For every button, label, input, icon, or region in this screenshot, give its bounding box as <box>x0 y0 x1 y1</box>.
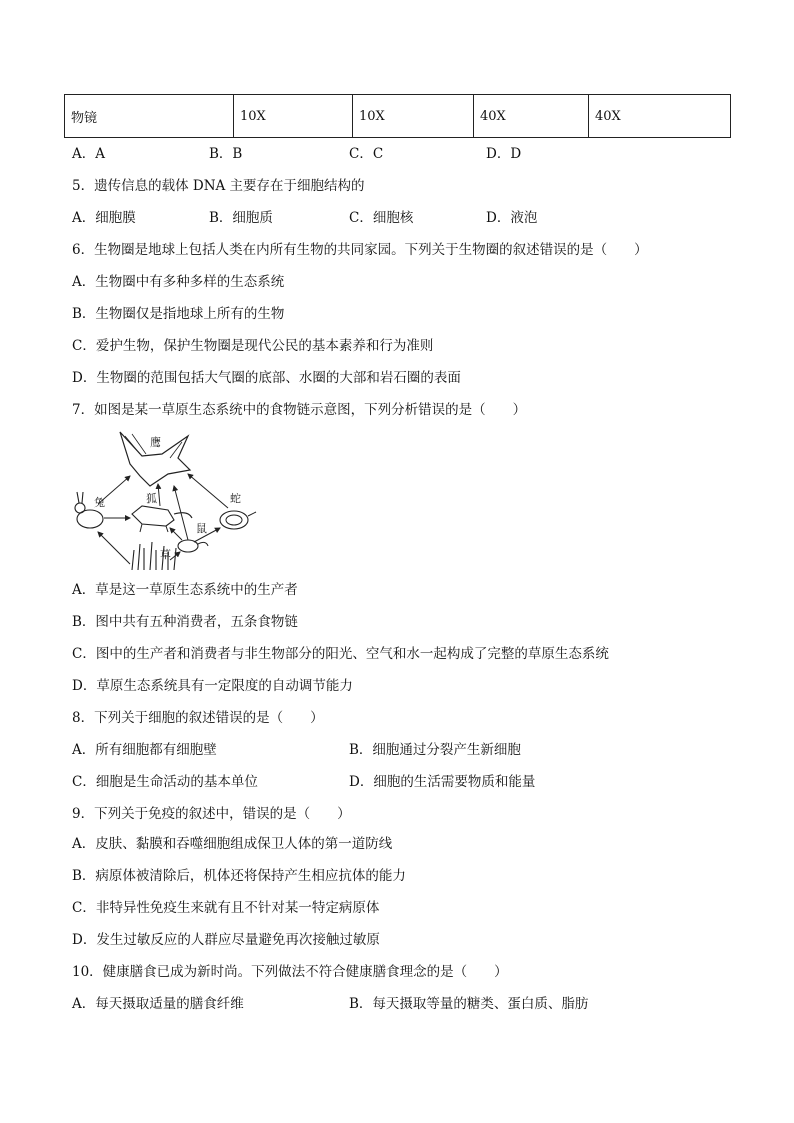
food-chain-figure <box>70 424 260 574</box>
option: D．液泡 <box>486 210 538 226</box>
option: A．皮肤、黏膜和吞噬细胞组成保卫人体的第一道防线 <box>72 836 393 852</box>
option: B．细胞通过分裂产生新细胞 <box>349 742 521 758</box>
table-cell: 10X <box>234 95 353 138</box>
option: A．生物圈中有多种多样的生态系统 <box>72 274 285 290</box>
option: A．A <box>72 146 105 162</box>
table-cell: 40X <box>474 95 589 138</box>
objective-lens-table <box>64 94 731 138</box>
option: B．细胞质 <box>209 210 273 226</box>
question-6-stem: 6．生物圈是地球上包括人类在内所有生物的共同家园。下列关于生物圈的叙述错误的是（ ） <box>72 242 648 258</box>
table-cell: 40X <box>589 95 731 138</box>
option: C．爱护生物，保护生物圈是现代公民的基本素养和行为准则 <box>72 338 434 354</box>
option: A．每天摄取适量的膳食纤维 <box>72 996 244 1012</box>
question-5-stem: 5．遗传信息的载体 DNA 主要存在于细胞结构的 <box>72 178 365 194</box>
option: C．细胞是生命活动的基本单位 <box>72 774 258 790</box>
option: B．B <box>209 146 243 162</box>
grass-label: 草 <box>160 548 171 561</box>
option: D．生物圈的范围包括大气圈的底部、水圈的大部和岩石圈的表面 <box>72 370 461 386</box>
question-7-stem: 7．如图是某一草原生态系统中的食物链示意图，下列分析错误的是（ ） <box>72 402 527 418</box>
option: B．每天摄取等量的糖类、蛋白质、脂肪 <box>349 996 589 1012</box>
table-cell: 10X <box>353 95 474 138</box>
fox-label: 狐 <box>146 492 157 505</box>
option: D．草原生态系统具有一定限度的自动调节能力 <box>72 678 353 694</box>
option: C．C <box>349 146 384 162</box>
option: C．图中的生产者和消费者与非生物部分的阳光、空气和水一起构成了完整的草原生态系统 <box>72 646 609 662</box>
option: B．病原体被清除后，机体还将保持产生相应抗体的能力 <box>72 868 406 884</box>
option: D．D <box>486 146 522 162</box>
q5-options <box>72 208 537 228</box>
option: B．图中共有五种消费者，五条食物链 <box>72 614 298 630</box>
q4-options <box>72 144 521 164</box>
question-10-stem: 10．健康膳食已成为新时尚。下列做法不符合健康膳食理念的是（ ） <box>72 964 508 980</box>
option: A．草是这一草原生态系统中的生产者 <box>72 582 298 598</box>
table-row <box>65 95 731 138</box>
question-9-stem: 9．下列关于免疫的叙述中，错误的是（ ） <box>72 806 351 822</box>
snake-illustration <box>220 511 256 529</box>
option: D．发生过敏反应的人群应尽量避免再次接触过敏原 <box>72 932 380 948</box>
mouse-illustration <box>178 540 208 552</box>
option: B．生物圈仅是指地球上所有的生物 <box>72 306 285 322</box>
option: C．非特异性免疫生来就有且不针对某一特定病原体 <box>72 900 380 916</box>
mouse-label: 鼠 <box>196 522 207 535</box>
question-8-stem: 8．下列关于细胞的叙述错误的是（ ） <box>72 710 324 726</box>
eagle-label: 鹰 <box>150 436 161 449</box>
option: A．细胞膜 <box>72 210 136 226</box>
snake-label: 蛇 <box>230 492 241 505</box>
option: C．细胞核 <box>349 210 414 226</box>
option: A．所有细胞都有细胞壁 <box>72 742 217 758</box>
rabbit-label: 兔 <box>94 496 105 509</box>
option: D．细胞的生活需要物质和能量 <box>349 774 536 790</box>
table-cell: 物镜 <box>65 95 234 138</box>
